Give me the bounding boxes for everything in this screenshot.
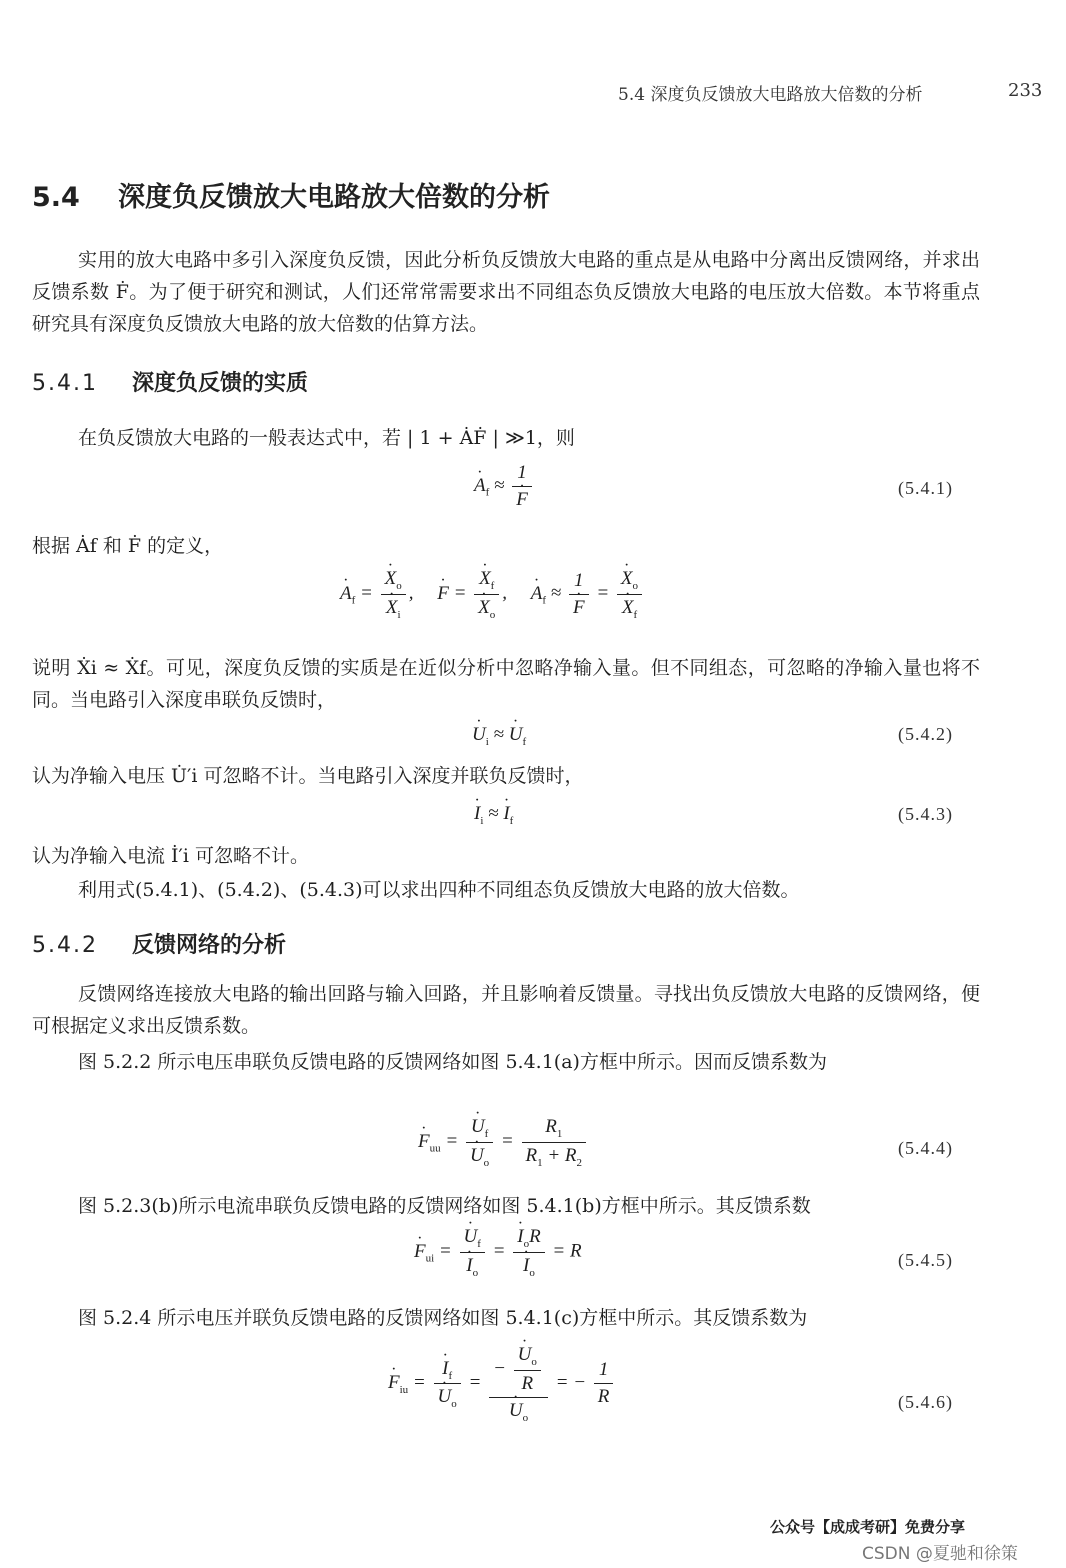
equation-number: (5.4.5): [898, 1250, 953, 1270]
paragraph: 在负反馈放大电路的一般表达式中，若 | 1 + ȦḞ | ≫1，则: [78, 427, 575, 449]
paragraph: 认为净输入电流 İ′i 可忽略不计。: [32, 845, 309, 867]
equation-number: (5.4.3): [898, 804, 953, 824]
section-title: 深度负反馈放大电路放大倍数的分析: [118, 182, 550, 213]
paragraph: 图 5.2.2 所示电压串联负反馈电路的反馈网络如图 5.4.1(a)方框中所示。因而反馈系数为: [78, 1051, 827, 1073]
equation-number: (5.4.4): [898, 1138, 953, 1158]
equation-5-4-5: · $F_{ui}$ = · $U_f$ · $I_o$ = · $I_oR$ · $I_o$ = R: [414, 1226, 582, 1279]
paragraph: 认为净输入电压 U̇′i 可忽略不计。当电路引入深度并联负反馈时，: [32, 765, 584, 787]
paragraph: 利用式(5.4.1)、(5.4.2)、(5.4.3)可以求出四种不同组态负反馈放大电路的放大倍数。: [78, 879, 800, 901]
subsection-heading-2: [32, 928, 286, 959]
subsection-number: 5.4.1: [32, 371, 98, 396]
equation-5-4-6: · $F_{iu}$ = · $I_f$ · $U_o$ = − · $\frac{U_o}{R}$ · $U_o$ = − $\frac{1}{R}$: [388, 1344, 616, 1424]
equation-definitions: · $A_f$ = · $X_o$ · $X_i$ , · F = · $X_f$ · $X_o$ , · $A_f$ ≈ 1 · F = · $X_o$ · $X_f$: [340, 568, 645, 621]
subsection-title: 反馈网络的分析: [132, 933, 287, 958]
paragraph: 根据 Ȧf 和 Ḟ 的定义，: [32, 535, 224, 557]
paragraph: 图 5.2.4 所示电压并联负反馈电路的反馈网络如图 5.4.1(c)方框中所示。其反馈系数为: [78, 1307, 808, 1329]
equation-5-4-4: · $F_{uu}$ = · $U_f$ · $U_o$ = $\frac{R_1}{R_1 + R_2}$: [418, 1116, 589, 1169]
subsection-title: 深度负反馈的实质: [132, 371, 309, 396]
equation-5-4-2: · $U_i$ ≈ · $U_f$: [472, 724, 526, 748]
section-number: 5.4: [32, 182, 80, 213]
footer-watermark: CSDN @夏驰和徐策: [862, 1544, 1018, 1564]
paragraph: 说明 Ẋi ≈ Ẋf。可见，深度负反馈的实质是在近似分析中忽略净输入量。但不同组态，可忽略的净输入量也将不同。当电路引入深度串联负反馈时，: [32, 657, 980, 711]
subsection-number: 5.4.2: [32, 933, 98, 958]
page-number: 233: [1008, 80, 1043, 101]
equation-number: (5.4.6): [898, 1392, 953, 1412]
equation-number: (5.4.2): [898, 724, 953, 744]
intro-paragraph: 实用的放大电路中多引入深度负反馈，因此分析负反馈放大电路的重点是从电路中分离出反馈网络，并求出反馈系数 Ḟ。为了便于研究和测试，人们还常常需要求出不同组态负反馈放大电路的电压放大倍数。本节将重点研究具有深度负反馈放大电路的放大倍数的估算方法。: [32, 249, 980, 335]
equation-number: (5.4.1): [898, 478, 953, 498]
paragraph: 图 5.2.3(b)所示电流串联负反馈电路的反馈网络如图 5.4.1(b)方框中所示。其反馈系数: [78, 1195, 811, 1217]
section-heading: [32, 175, 550, 214]
paragraph: 反馈网络连接放大电路的输出回路与输入回路，并且影响着反馈量。寻找出负反馈放大电路的反馈网络，便可根据定义求出反馈系数。: [32, 983, 980, 1037]
footer-brand: 公众号【成成考研】免费分享: [770, 1518, 966, 1536]
equation-5-4-1: · $A_f$ ≈ 1 · F: [474, 462, 535, 511]
running-header: 5.4 深度负反馈放大电路放大倍数的分析: [618, 85, 923, 105]
subsection-heading-1: [32, 366, 308, 397]
equation-5-4-3: · $I_i$ ≈ · $I_f$: [474, 803, 513, 827]
